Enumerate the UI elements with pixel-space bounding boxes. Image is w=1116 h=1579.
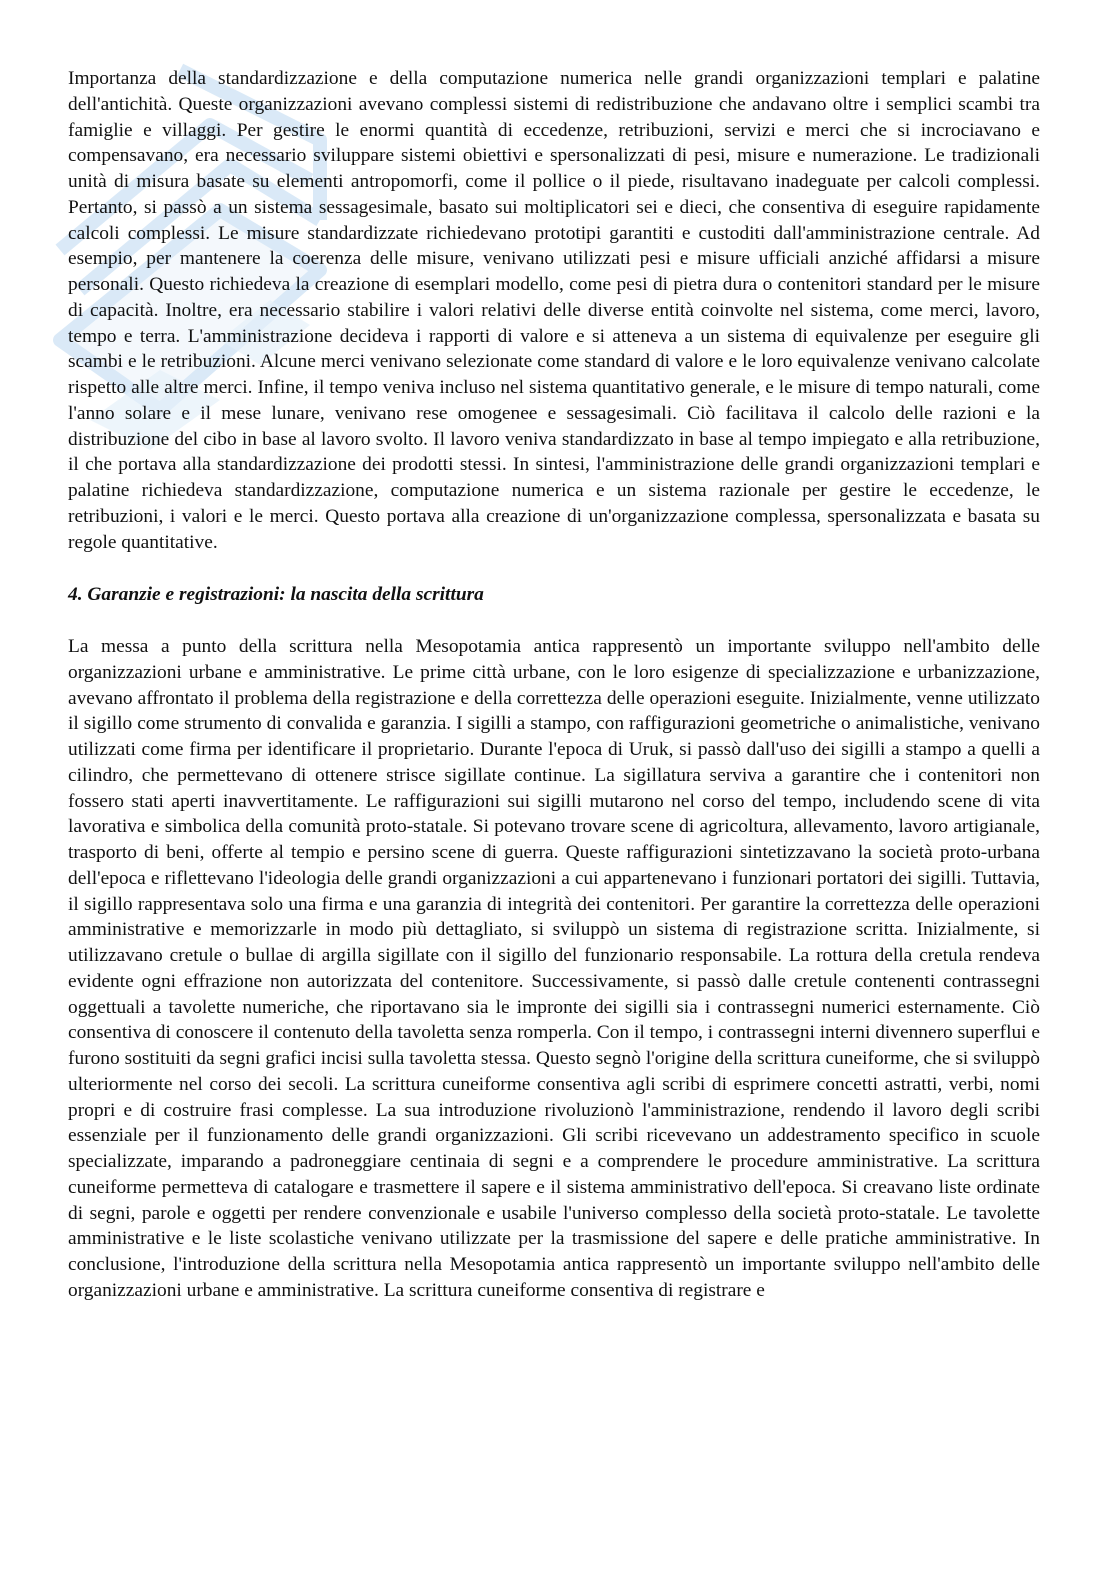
paragraph-standardization: Importanza della standardizzazione e della computazione numerica nelle grandi organizzazioni templari e palatine dell'antichità. Queste organizzazioni avevano complessi sistemi di redistribuzione che andavano oltre i semplici scambi tra famiglie e villaggi. Per gestire le enormi quantità di eccedenze, retribuzioni, servizi e merci che si incrociavano e compensavano, era necessario sviluppare sistemi obiettivi e spersonalizzati di pesi, misure e numerazione. Le tradizionali unità di misura basate su elementi antropomorfi, come il pollice o il piede, risultavano inadeguate per calcoli complessi. Pertanto, si passò a un sistema sessagesimale, basato sui moltiplicatori sei e dieci, che consentiva di eseguire rapidamente calcoli complessi. Le misure standardizzate richiedevano prototipi garantiti e custoditi dall'amministrazione centrale. Ad esempio, per mantenere la coerenza delle misure, venivano utilizzati pesi e misure ufficiali anziché affidarsi a misure personali. Questo richiedeva la creazione di esemplari modello, come pesi di pietra dura o contenitori standard per le misure di capacità. Inoltre, era necessario stabilire i valori relativi delle diverse entità coinvolte nel sistema, come merci, lavoro, tempo e terra. L'amministrazione decideva i rapporti di valore e si atteneva a un sistema di equivalenze per eseguire gli scambi e le retribuzioni. Alcune merci venivano selezionate come standard di valore e le loro equivalenze venivano calcolate rispetto alle altre merci. Infine, il tempo veniva incluso nel sistema quantitativo generale, e le misure di tempo naturali, come l'anno solare e il mese lunare, venivano rese omogenee e sessagesimali. Ciò facilitava il calcolo delle razioni e la distribuzione del cibo in base al lavoro svolto. Il lavoro veniva standardizzato in base al tempo impiegato e alla retribuzione, il che portava alla standardizzazione dei prodotti stessi. In sintesi, l'amministrazione delle grandi organizzazioni templari e palatine richiedeva standardizzazione, computazione numerica e un sistema razionale per gestire le eccedenze, le retribuzioni, i valori e le merci. Questo portava alla creazione di un'organizzazione complessa, spersonalizzata e basata su regole quantitative.	[68, 68, 1040, 553]
document-body	[68, 66, 1040, 1304]
paragraph-writing-origin: La messa a punto della scrittura nella Mesopotamia antica rappresentò un importante sviluppo nell'ambito delle organizzazioni urbane e amministrative. Le prime città urbane, con le loro esigenze di specializzazione e urbanizzazione, avevano affrontato il problema della registrazione e della correttezza delle operazioni eseguite. Inizialmente, venne utilizzato il sigillo come strumento di convalida e garanzia. I sigilli a stampo, con raffigurazioni geometriche o animalistiche, venivano utilizzati come firma per identificare il proprietario. Durante l'epoca di Uruk, si passò dall'uso dei sigilli a stampo a quelli a cilindro, che permettevano di ottenere strisce sigillate continue. La sigillatura serviva a garantire che i contenitori non fossero stati aperti inavvertitamente. Le raffigurazioni sui sigilli mutarono nel corso del tempo, includendo scene di vita lavorativa e simbolica della comunità proto-statale. Si potevano trovare scene di agricoltura, allevamento, lavoro artigianale, trasporto di beni, offerte al tempio e persino scene di guerra. Queste raffigurazioni sintetizzavano la società proto-urbana dell'epoca e riflettevano l'ideologia delle grandi organizzazioni a cui appartenevano i funzionari portatori dei sigilli. Tuttavia, il sigillo rappresentava solo una firma e una garanzia di integrità dei contenitori. Per garantire la correttezza delle operazioni amministrative e memorizzarle in modo più dettagliato, si sviluppò un sistema di registrazione scritta. Inizialmente, si utilizzavano cretule o bullae di argilla sigillate con il sigillo del funzionario responsabile. La rottura della cretula rendeva evidente ogni effrazione non autorizzata del contenitore. Successivamente, si passò dalle cretule contenenti contrassegni oggettuali a tavolette numeriche, che riportavano sia le impronte dei sigilli sia i contrassegni numerici esternamente. Ciò consentiva di conoscere il contenuto della tavoletta senza romperla. Con il tempo, i contrassegni interni divennero superflui e furono sostituiti da segni grafici incisi sulla tavoletta stessa. Questo segnò l'origine della scrittura cuneiforme, che si sviluppò ulteriormente nel corso dei secoli. La scrittura cuneiforme consentiva agli scribi di esprimere concetti astratti, verbi, nomi propri e di costruire frasi complesse. La sua introduzione rivoluzionò l'amministrazione, rendendo il lavoro degli scribi essenziale per il funzionamento delle grandi organizzazioni. Gli scribi ricevevano un addestramento specifico in scuole specializzate, imparando a padroneggiare centinaia di segni e a comprendere le procedure amministrative. La scrittura cuneiforme permetteva di catalogare e trasmettere il sapere e il sistema amministrativo dell'epoca. Si creavano liste ordinate di segni, parole e oggetti per rendere convenzionale e usabile l'universo complesso della società proto-statale. Le tavolette amministrative e le liste scolastiche venivano utilizzate per la trasmissione del sapere e delle pratiche amministrative. In conclusione, l'introduzione della scrittura nella Mesopotamia antica rappresentò un importante sviluppo nell'ambito delle organizzazioni urbane e amministrative. La scrittura cuneiforme consentiva di registrare e	[68, 636, 1040, 1301]
section-heading: 4. Garanzie e registrazioni: la nascita della scrittura	[68, 584, 484, 606]
